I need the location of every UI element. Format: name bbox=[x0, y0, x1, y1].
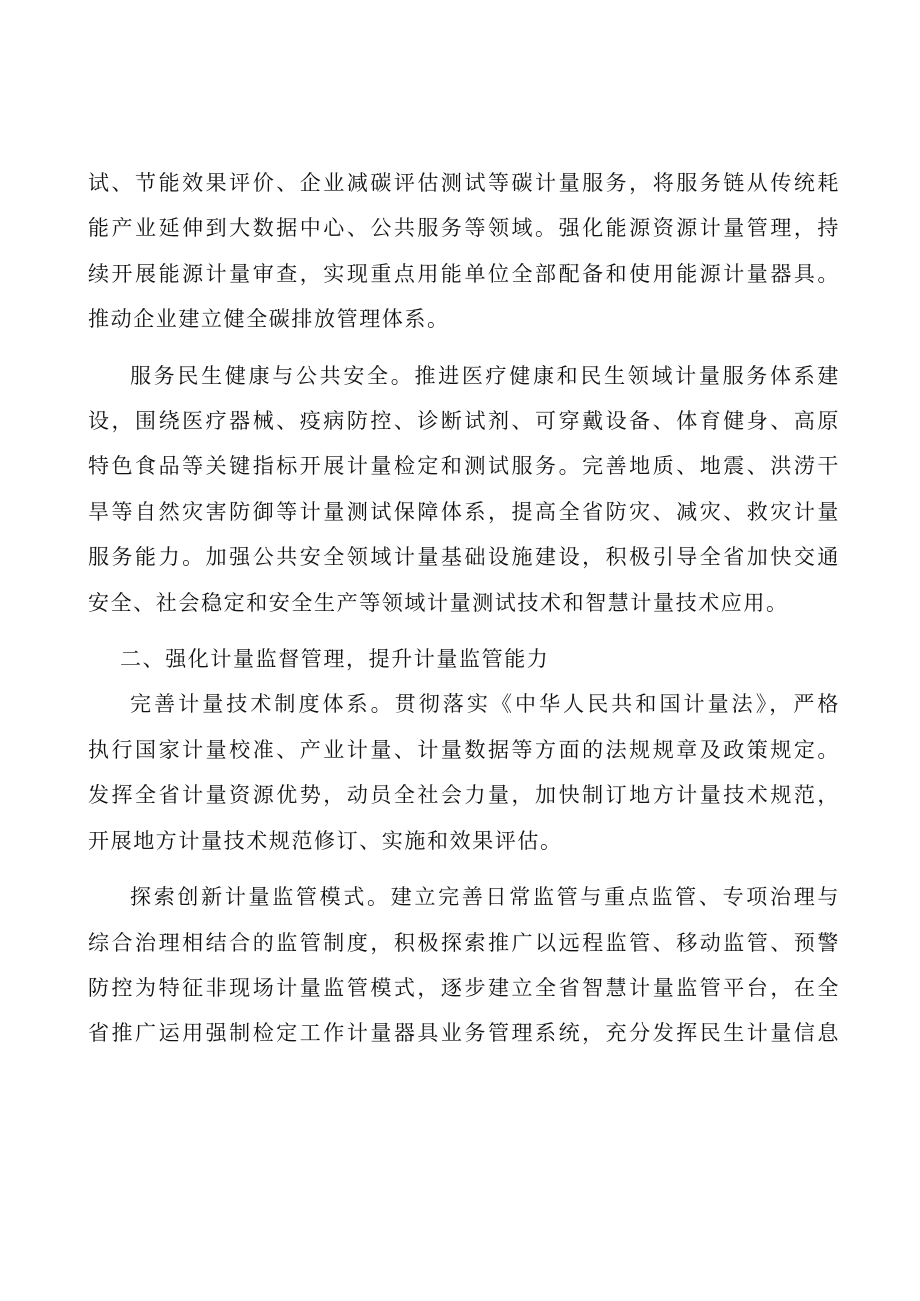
text-line: 续开展能源计量审查，实现重点用能单位全部配备和使用能源计量器具。 bbox=[88, 261, 840, 286]
text-line: 探索创新计量监管模式。建立完善日常监管与重点监管、专项治理与 bbox=[130, 885, 840, 910]
paragraph-technical-system bbox=[88, 682, 840, 864]
document-body bbox=[88, 161, 840, 1057]
text-line: 设，围绕医疗器械、疫病防控、诊断试剂、可穿戴设备、体育健身、高原 bbox=[88, 409, 840, 434]
text-line: 服务能力。加强公共安全领域计量基础设施建设，积极引导全省加快交通 bbox=[88, 545, 840, 570]
paragraph-gap bbox=[88, 626, 840, 637]
text-line: 发挥全省计量资源优势，动员全社会力量，加快制订地方计量技术规范， bbox=[88, 783, 840, 808]
section-heading: 二、强化计量监督管理，提升计量监管能力 bbox=[120, 647, 550, 672]
text-line: 执行国家计量校准、产业计量、计量数据等方面的法规规章及政策规定。 bbox=[88, 737, 840, 762]
text-line: 能产业延伸到大数据中心、公共服务等领域。强化能源资源计量管理，持 bbox=[88, 216, 840, 241]
text-line: 安全、社会稳定和安全生产等领域计量测试技术和智慧计量技术应用。 bbox=[88, 590, 789, 615]
paragraph-gap bbox=[88, 343, 840, 354]
paragraph-public-safety bbox=[88, 354, 840, 626]
paragraph-supervision-mode bbox=[88, 875, 840, 1057]
paragraph-gap bbox=[88, 864, 840, 875]
text-line: 服务民生健康与公共安全。推进医疗健康和民生领域计量服务体系建 bbox=[130, 363, 840, 388]
text-line: 防控为特征非现场计量监管模式，逐步建立全省智慧计量监管平台，在全 bbox=[88, 975, 840, 1000]
text-line: 完善计量技术制度体系。贯彻落实《中华人民共和国计量法》，严格 bbox=[130, 692, 840, 717]
text-line: 开展地方计量技术规范修订、实施和效果评估。 bbox=[88, 828, 563, 853]
text-line: 推动企业建立健全碳排放管理体系。 bbox=[88, 307, 450, 332]
text-line: 旱等自然灾害防御等计量测试保障体系，提高全省防灾、减灾、救灾计量 bbox=[88, 499, 840, 524]
text-line: 省推广运用强制检定工作计量器具业务管理系统，充分发挥民生计量信息 bbox=[88, 1021, 840, 1046]
text-line: 试、节能效果评价、企业减碳评估测试等碳计量服务，将服务链从传统耗 bbox=[88, 171, 840, 195]
paragraph-carbon-metering bbox=[88, 161, 840, 343]
text-line: 特色食品等关键指标开展计量检定和测试服务。完善地质、地震、洪涝干 bbox=[88, 454, 840, 479]
text-line: 综合治理相结合的监管制度，积极探索推广以远程监管、移动监管、预警 bbox=[88, 930, 840, 955]
